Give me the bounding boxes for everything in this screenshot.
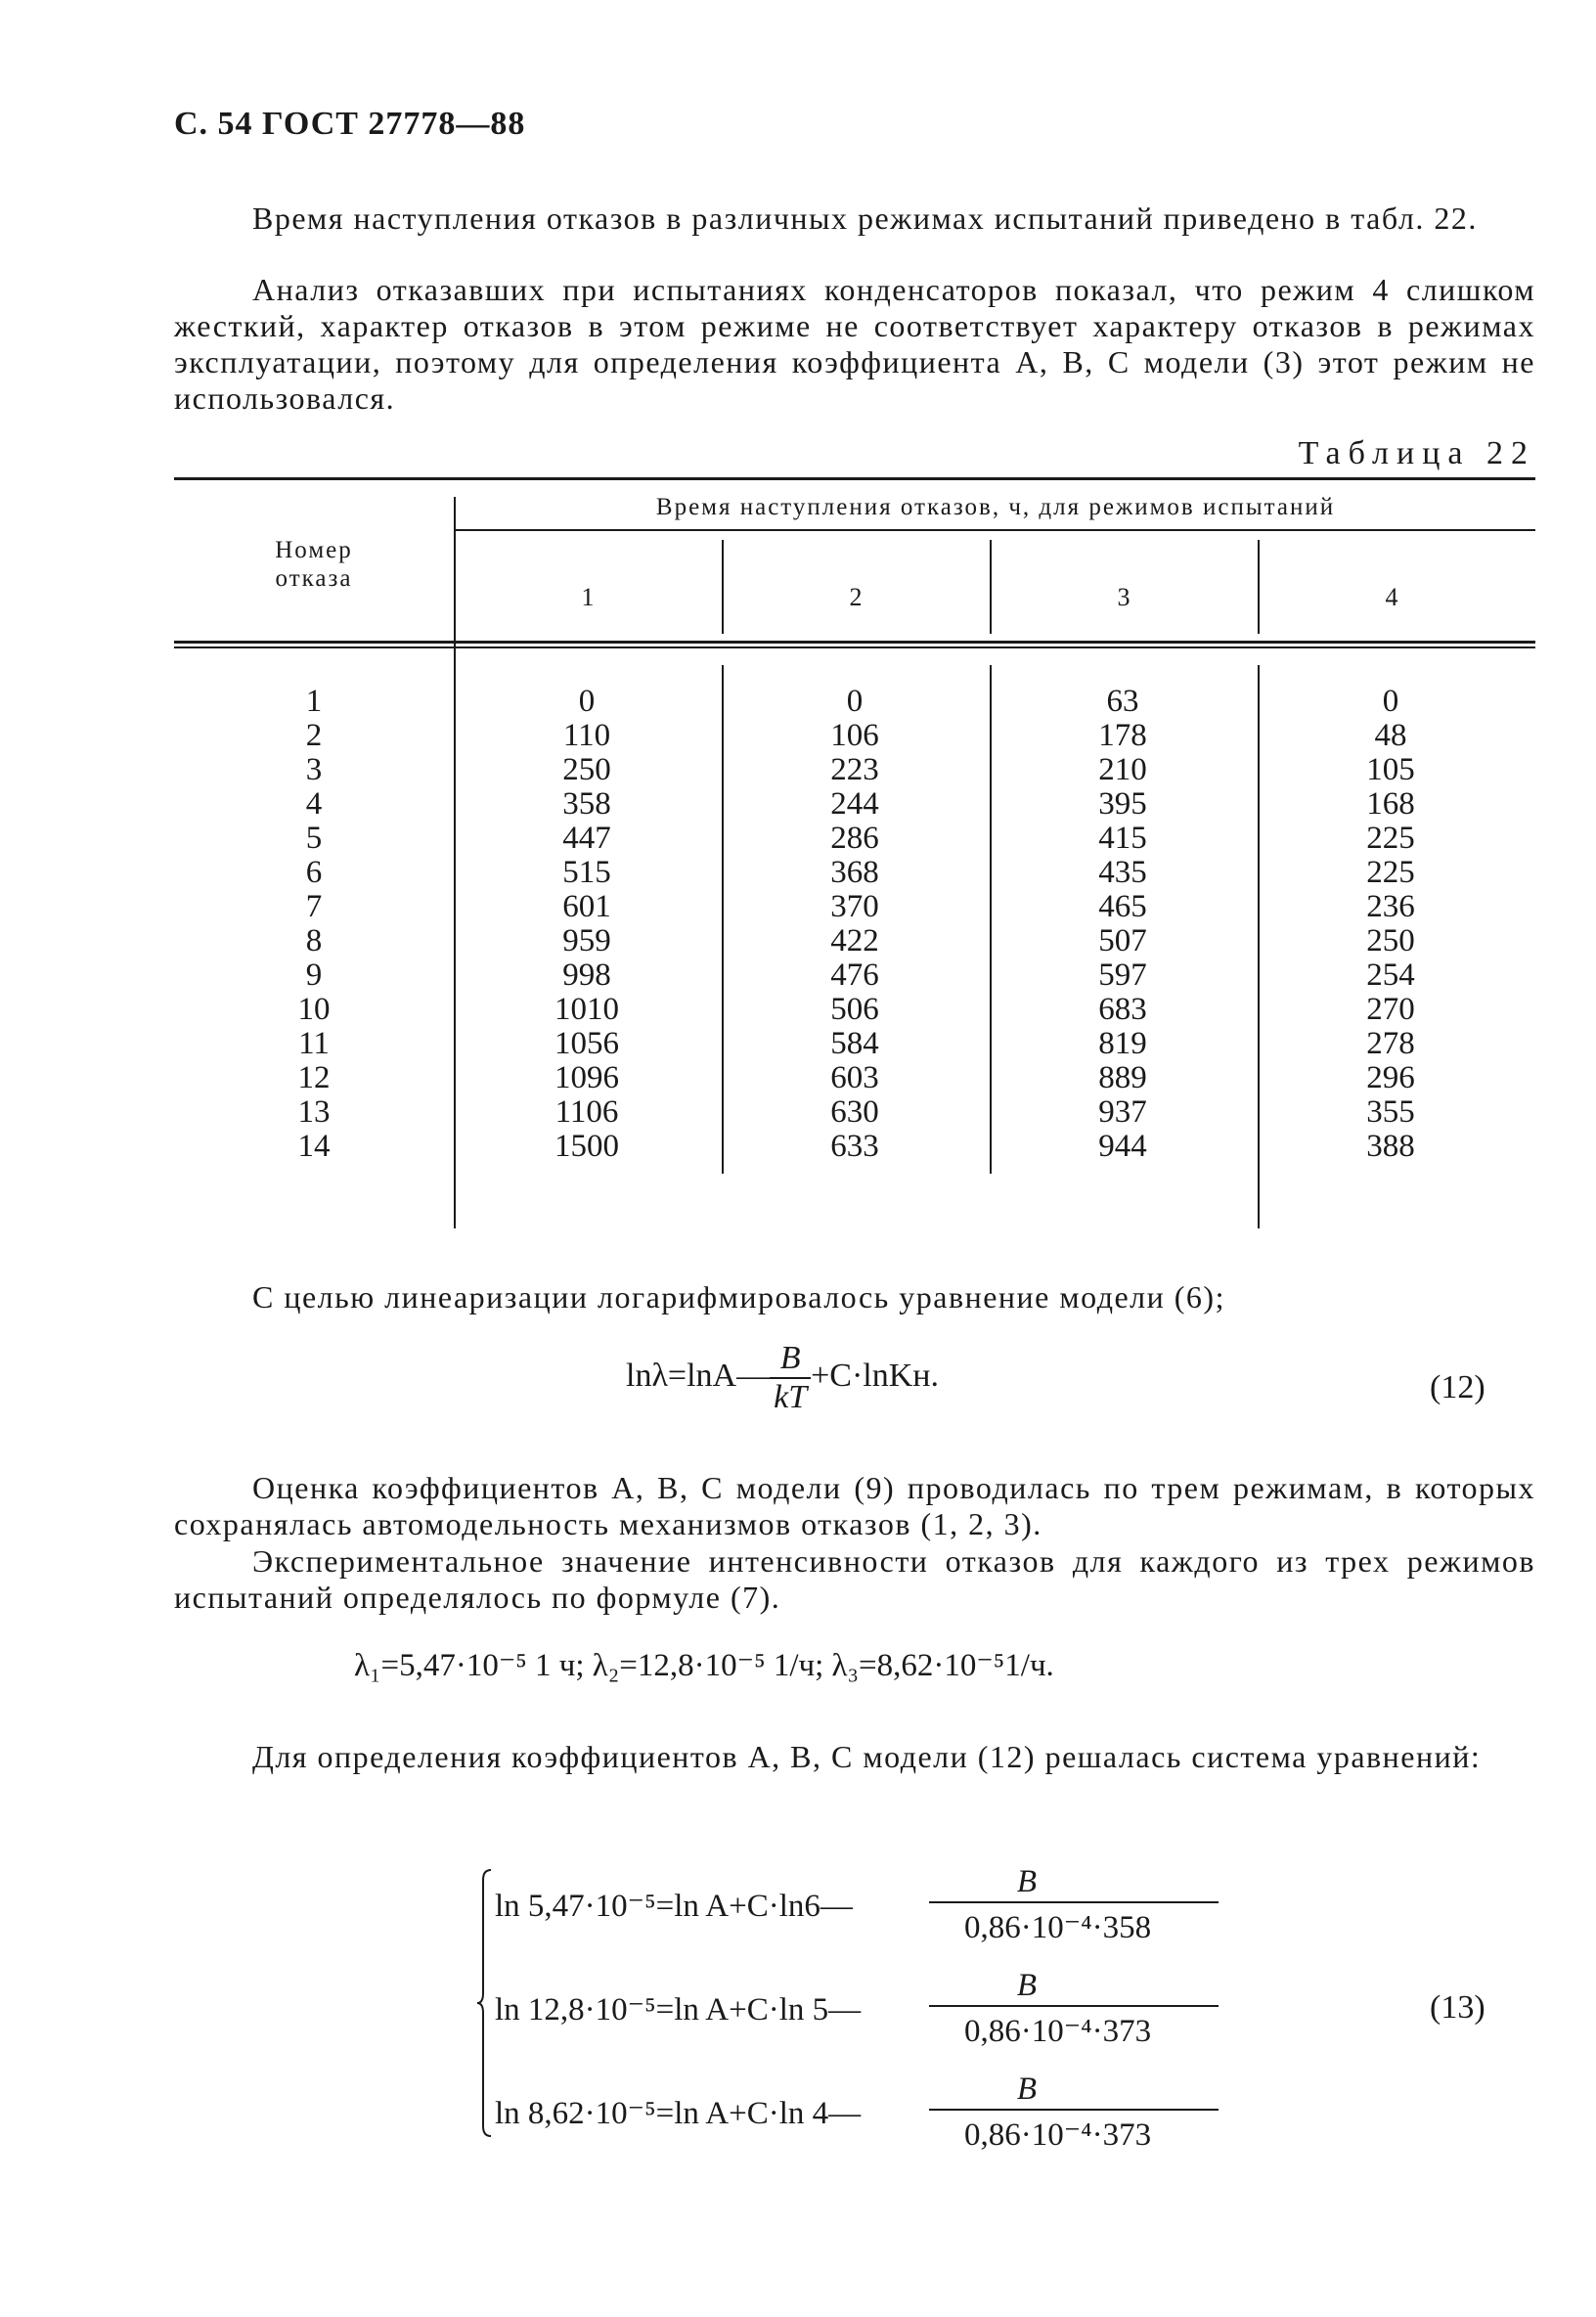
table-cell: 597 — [1098, 958, 1147, 993]
table-cell: 1056 — [554, 1026, 619, 1061]
system-eq3-denominator: 0,86·10⁻⁴·373 — [964, 2117, 1152, 2153]
row-number: 7 — [305, 889, 323, 924]
row-number: 8 — [305, 923, 323, 958]
row-number: 10 — [297, 992, 331, 1027]
table-cell: 395 — [1098, 786, 1147, 822]
table-cell: 388 — [1366, 1129, 1415, 1164]
row-number: 3 — [305, 752, 323, 787]
table-cell: 168 — [1366, 786, 1415, 822]
table-cell: 110 — [562, 718, 611, 753]
table-cell: 286 — [830, 821, 879, 856]
table-header-rule-2 — [174, 646, 1535, 648]
col-label-2: 2 — [849, 583, 863, 611]
table-cell: 210 — [1098, 752, 1147, 787]
mode-1-column — [528, 685, 645, 1164]
system-equation-1 — [495, 1864, 1219, 1945]
eq12-fraction — [770, 1340, 811, 1416]
table-group-rule — [456, 529, 1535, 531]
table-cell: 515 — [562, 855, 611, 890]
table-cell: 105 — [1366, 752, 1415, 787]
eq12-left: lnλ=lnA— — [626, 1357, 771, 1394]
eq13-number: (13) — [1430, 1989, 1485, 2026]
table-cell: 225 — [1366, 821, 1415, 856]
mode-3-column — [1064, 685, 1181, 1164]
col-label-4: 4 — [1385, 583, 1398, 611]
system-equation-2 — [495, 1968, 1219, 2049]
table-cell: 476 — [830, 958, 879, 993]
table-cell: 601 — [562, 889, 611, 924]
table-cell: 998 — [562, 958, 611, 993]
table-cell: 507 — [1098, 923, 1147, 958]
table-cell: 603 — [830, 1060, 879, 1095]
system-eq3-numerator: B — [1016, 2072, 1038, 2107]
table-cell: 106 — [830, 718, 879, 753]
table-cell: 633 — [830, 1129, 879, 1164]
paragraph-experimental — [174, 1543, 1535, 1616]
row-header-line1: Номер — [275, 537, 353, 563]
table-cell: 0 — [578, 684, 596, 719]
table-cell: 959 — [562, 923, 611, 958]
table-vline-4-body — [1258, 665, 1260, 1228]
col-label-1: 1 — [581, 583, 595, 611]
row-number: 4 — [305, 786, 323, 822]
table-cell: 355 — [1366, 1094, 1415, 1130]
system-eq1-numerator: B — [1016, 1864, 1038, 1899]
table-cell: 0 — [1382, 684, 1399, 719]
table-vline-2-head — [722, 540, 724, 634]
paragraph-linearization-text: С целью линеаризации логарифмировалось уравнение модели (6); — [252, 1279, 1225, 1314]
table-header-rule-1 — [174, 641, 1535, 644]
table-cell: 48 — [1374, 718, 1407, 753]
paragraph-system — [174, 1739, 1535, 1775]
eq12-denominator: kT — [774, 1379, 808, 1415]
table-cell: 254 — [1366, 958, 1415, 993]
system-equation-3 — [495, 2072, 1219, 2153]
table-vline-3-head — [990, 540, 992, 634]
table-cell: 937 — [1098, 1094, 1147, 1130]
row-number: 1 — [305, 684, 323, 719]
table-cell: 250 — [1366, 923, 1415, 958]
table-cell: 296 — [1366, 1060, 1415, 1095]
table-cell: 236 — [1366, 889, 1415, 924]
paragraph-system-text: Для определения коэффициентов А, В, С модели (12) решалась система уравнений: — [252, 1739, 1482, 1774]
table-cell: 435 — [1098, 855, 1147, 890]
system-eq3-left: ln 8,62·10⁻⁵=ln A+C·ln 4— — [495, 2096, 862, 2131]
row-number: 6 — [305, 855, 323, 890]
table-cell: 278 — [1366, 1026, 1415, 1061]
table-cell: 944 — [1098, 1129, 1147, 1164]
row-number: 13 — [297, 1094, 331, 1130]
table-cell: 270 — [1366, 992, 1415, 1027]
eq12-right: +C·lnKн. — [811, 1357, 939, 1394]
table-cell: 63 — [1106, 684, 1139, 719]
table-cell: 422 — [830, 923, 879, 958]
row-number: 9 — [305, 958, 323, 993]
paragraph-linearization — [174, 1279, 1535, 1315]
mode-2-column — [796, 685, 913, 1164]
col-label-3: 3 — [1117, 583, 1130, 611]
table-cell: 683 — [1098, 992, 1147, 1027]
table-cell: 250 — [562, 752, 611, 787]
table-cell: 1010 — [554, 992, 619, 1027]
table-cell: 225 — [1366, 855, 1415, 890]
table-cell: 415 — [1098, 821, 1147, 856]
eq12-number: (12) — [1430, 1369, 1485, 1405]
table-cell: 1096 — [554, 1060, 619, 1095]
paragraph-estimation-text: Оценка коэффициентов А, В, С модели (9) проводилась по трем режимам, в которых сохранялась автомодельность механизмов отказов (1, 2, 3). — [174, 1470, 1535, 1541]
system-eq2-left: ln 12,8·10⁻⁵=ln A+C·ln 5— — [495, 1992, 862, 2027]
table-cell: 1106 — [554, 1094, 619, 1130]
group-header: Время наступления отказов, ч, для режимов испытаний — [655, 494, 1336, 520]
table-cell: 178 — [1098, 718, 1147, 753]
paragraph-intro-text: Время наступления отказов в различных режимах испытаний приведено в табл. 22. — [252, 201, 1478, 236]
eq12-numerator: B — [779, 1340, 801, 1376]
table-cell: 889 — [1098, 1060, 1147, 1095]
row-number: 14 — [297, 1129, 331, 1164]
table-vline-1 — [454, 497, 456, 1228]
row-number-column — [174, 685, 454, 1164]
table-vline-2-body — [722, 665, 724, 1174]
lambda-values: λ₁=5,47·10⁻⁵ 1 ч; λ₂=12,8·10⁻⁵ 1/ч; λ₃=8,62·10⁻⁵1/ч. — [354, 1648, 1054, 1683]
table-cell: 358 — [562, 786, 611, 822]
table-cell: 447 — [562, 821, 611, 856]
row-number: 11 — [298, 1026, 330, 1061]
row-number: 2 — [305, 718, 323, 753]
page-header: С. 54 ГОСТ 27778—88 — [174, 106, 526, 142]
table-cell: 0 — [846, 684, 864, 719]
mode-4-column — [1332, 685, 1449, 1164]
row-number: 12 — [297, 1060, 331, 1095]
system-eq2-numerator: B — [1016, 1968, 1038, 2003]
table-cell: 819 — [1098, 1026, 1147, 1061]
table-cell: 630 — [830, 1094, 879, 1130]
equation-12 — [626, 1340, 939, 1416]
row-header-line2: отказа — [275, 565, 353, 592]
table-cell: 223 — [830, 752, 879, 787]
row-number: 5 — [305, 821, 323, 856]
table-cell: 506 — [830, 992, 879, 1027]
paragraph-estimation — [174, 1470, 1535, 1542]
table-top-rule — [174, 477, 1535, 480]
paragraph-analysis-text: Анализ отказавших при испытаниях конденсаторов показал, что режим 4 слишком жесткий, характер отказов в этом режиме не соответствует характеру отказов в режимах эксплуатации, поэтому для определения коэффициента А, В, С модели (3) этот режим не использовался. — [174, 272, 1535, 416]
table-cell: 1500 — [554, 1129, 619, 1164]
table-cell: 465 — [1098, 889, 1147, 924]
table-cell: 244 — [830, 786, 879, 822]
row-header — [174, 536, 454, 593]
table-cell: 370 — [830, 889, 879, 924]
system-brace — [477, 1868, 495, 2138]
table-vline-3-body — [990, 665, 992, 1174]
table-cell: 368 — [830, 855, 879, 890]
table-cell: 584 — [830, 1026, 879, 1061]
failure-time-table — [174, 477, 1535, 1228]
paragraph-intro — [174, 201, 1535, 237]
table-vline-4-head — [1258, 540, 1260, 634]
system-eq1-denominator: 0,86·10⁻⁴·358 — [964, 1910, 1152, 1945]
paragraph-experimental-text: Экспериментальное значение интенсивности отказов для каждого из трех режимов испытаний определялось по формуле (7). — [174, 1543, 1535, 1615]
system-eq2-denominator: 0,86·10⁻⁴·373 — [964, 2014, 1152, 2049]
system-eq1-left: ln 5,47·10⁻⁵=ln A+C·ln6— — [495, 1889, 853, 1924]
table-caption: Таблица 22 — [1298, 435, 1535, 471]
paragraph-analysis — [174, 272, 1535, 417]
